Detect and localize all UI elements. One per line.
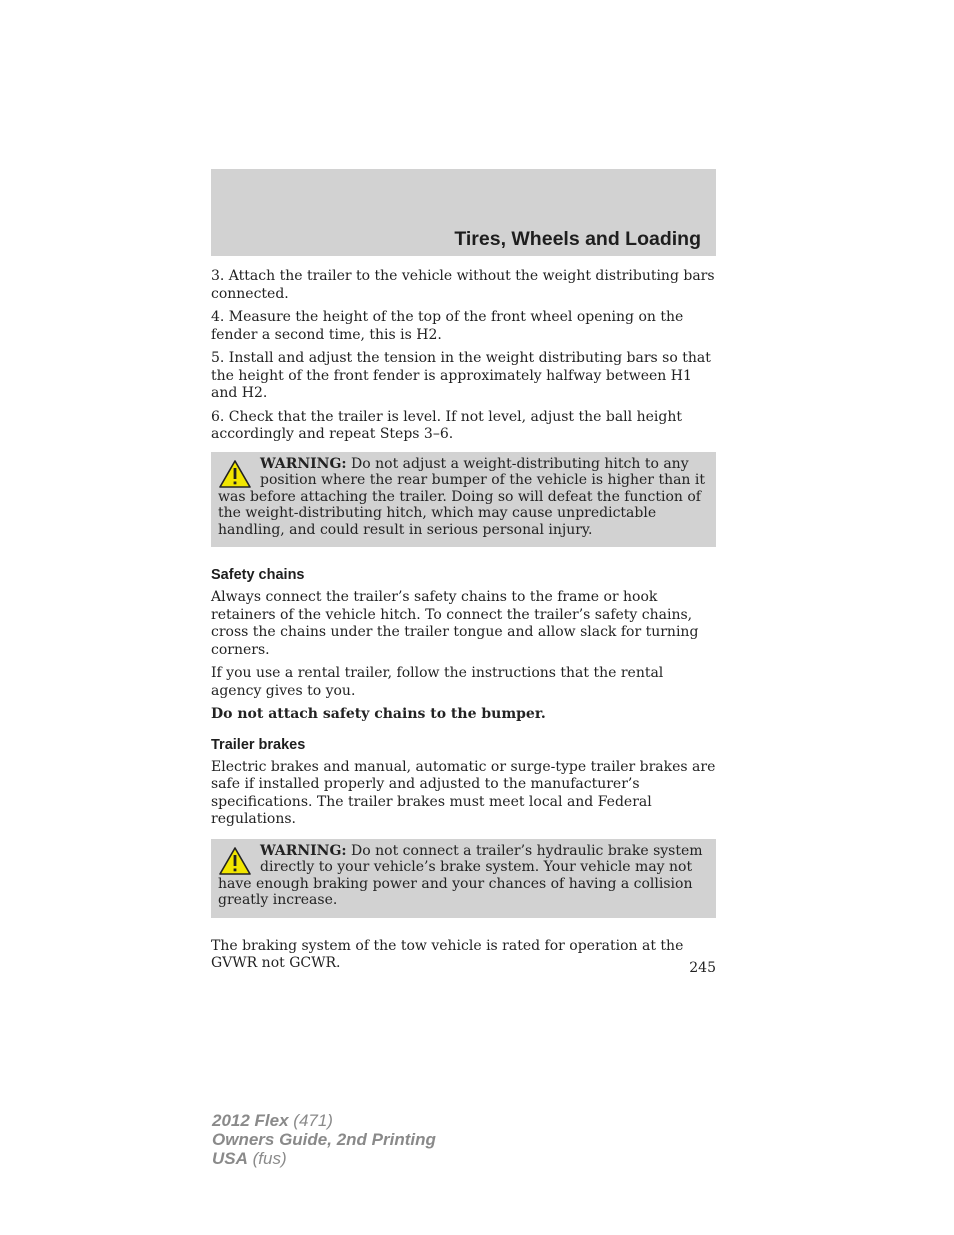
footer-market-code: (fus) <box>247 1149 287 1168</box>
heading-safety-chains: Safety chains <box>211 567 305 583</box>
warning-triangle-icon <box>218 459 252 489</box>
step-3: 3. Attach the trailer to the vehicle without the weight distributing bars connected. <box>211 268 715 302</box>
safety-chains-para-3: Do not attach safety chains to the bumper. <box>211 706 546 722</box>
warning-label: WARNING: <box>260 455 347 472</box>
footer-edition: Owners Guide, 2nd Printing <box>212 1130 436 1149</box>
warning-label: WARNING: <box>260 842 347 859</box>
safety-chains-para-2: If you use a rental trailer, follow the instructions that the rental agency gives to you. <box>211 665 664 699</box>
warning-text: Do not adjust a weight-distributing hitch to any position where the rear bumper of the vehicle is higher than it was before attaching the trailer. Doing so will defeat the function of the weight-distributing hitch, which may cause unpredictable handling, and could result in serious personal injury. <box>218 455 706 538</box>
step-5: 5. Install and adjust the tension in the weight distributing bars so that the height of the front fender is approximately halfway between H1 and H2. <box>211 350 711 401</box>
footer-line-2 <box>212 1130 436 1149</box>
warning-text: Do not connect a trailer’s hydraulic brake system directly to your vehicle’s brake system. Your vehicle may not have enough braking power and your chances of having a collision greatly increase. <box>218 842 703 908</box>
page-content <box>211 268 716 979</box>
footer-line-1 <box>212 1111 436 1130</box>
heading-trailer-brakes: Trailer brakes <box>211 736 306 753</box>
warning-box-hitch <box>211 452 716 548</box>
safety-chains-para-1: Always connect the trailer’s safety chains to the frame or hook retainers of the vehicle hitch. To connect the trailer’s safety chains, cross the chains under the trailer tongue and allow slack for turning corners. <box>211 589 699 658</box>
warning-box-brakes <box>211 839 716 918</box>
trailer-brakes-para-1: Electric brakes and manual, automatic or surge-type trailer brakes are safe if installed properly and adjusted to the manufacturer’s specifications. The trailer brakes must meet local and Federal regulations. <box>211 758 716 827</box>
section-title: Tires, Wheels and Loading <box>454 228 701 250</box>
page-number: 245 <box>689 960 716 976</box>
footer-line-3 <box>212 1149 436 1168</box>
step-4: 4. Measure the height of the top of the front wheel opening on the fender a second time, this is H2. <box>211 309 684 343</box>
step-6: 6. Check that the trailer is level. If not level, adjust the ball height accordingly and repeat Steps 3–6. <box>211 408 682 442</box>
section-header-band <box>211 169 716 256</box>
footer-imprint <box>212 1111 436 1168</box>
footer-code: (471) <box>288 1111 333 1130</box>
closing-para: The braking system of the tow vehicle is rated for operation at the GVWR not GCWR. <box>211 937 684 971</box>
warning-triangle-icon <box>218 846 252 876</box>
footer-market: USA <box>212 1149 248 1168</box>
footer-model: 2012 Flex <box>212 1111 289 1130</box>
